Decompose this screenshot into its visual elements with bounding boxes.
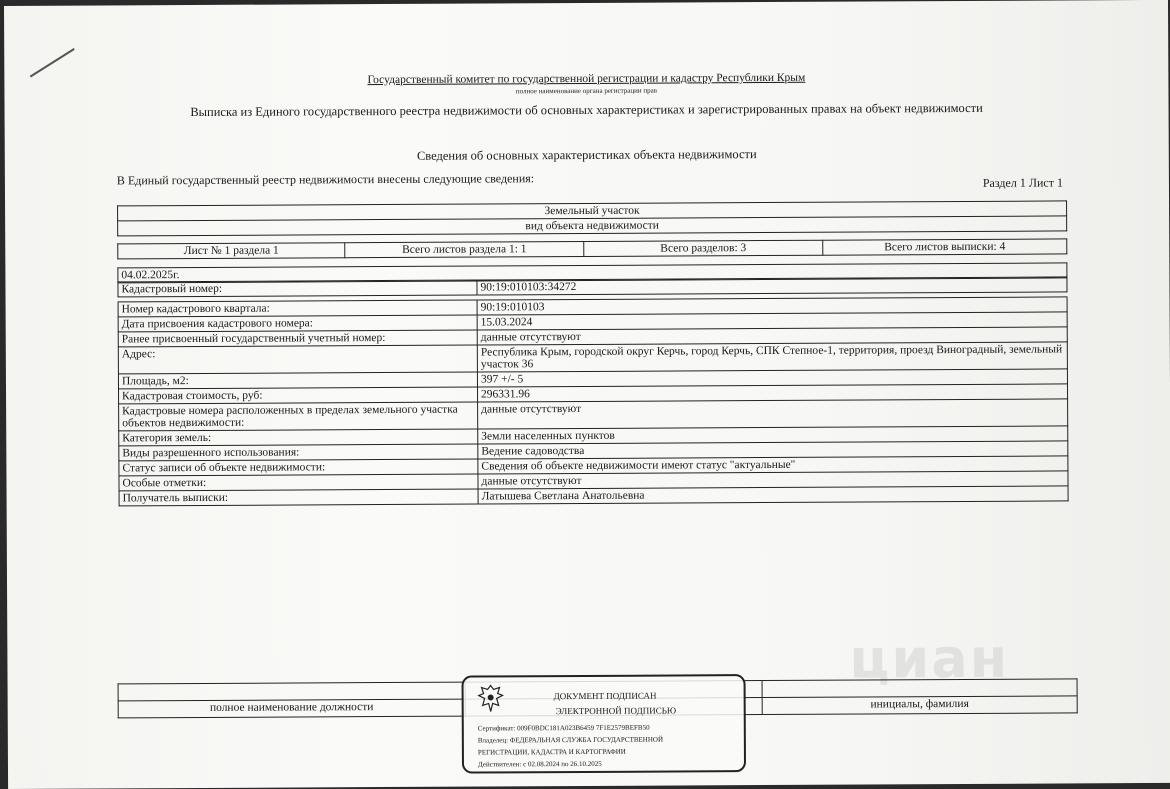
row-value: 15.03.2024: [477, 312, 1067, 330]
row-label: Ранее присвоенный государственный учетный номер:: [118, 330, 477, 347]
row-label: Категория земель:: [119, 429, 478, 446]
registration-organ: Государственный комитет по государственной регистрации и кадастру Республики Крым: [367, 71, 806, 87]
characteristics-table: [117, 276, 1068, 506]
object-type-table: [117, 200, 1067, 236]
row-value: 90:19:010103:34272: [477, 277, 1067, 295]
certificate-owner-cont: РЕГИСТРАЦИИ, КАДАСТРА И КАРТОГРАФИИ: [477, 747, 626, 757]
row-value: Земли населенных пунктов: [478, 426, 1068, 444]
total-sheets: Всего листов выписки: 4: [823, 239, 1067, 255]
row-value: 296331.96: [478, 384, 1068, 402]
object-type-caption: вид объекта недвижимости: [118, 216, 1067, 236]
section-title: Сведения об основных характеристиках объекта недвижимости: [416, 147, 757, 163]
position-caption: полное наименование должности: [118, 699, 465, 718]
initials-caption: инициалы, фамилия: [762, 696, 1077, 715]
row-value: Ведение садоводства: [478, 441, 1068, 459]
sheet-meta-table: [117, 238, 1067, 259]
object-type: Земельный участок: [118, 201, 1067, 221]
eagle-emblem-icon: [478, 683, 504, 713]
pen-mark: [30, 48, 75, 77]
stamp-line2: ЭЛЕКТРОННОЙ ПОДПИСЬЮ: [555, 705, 677, 717]
row-label: Виды разрешенного использования:: [119, 444, 478, 461]
row-value: Республика Крым, городской округ Керчь, город Керчь, СПК Степное-1, территория, проезд Виноградный, земельный участок 36: [477, 342, 1067, 372]
certificate-validity: Действителен: с 02.08.2024 по 26.10.2025: [477, 759, 602, 769]
total-sheets-section: Всего листов раздела 1: 1: [345, 241, 584, 257]
extract-date: 04.02.2025г.: [118, 263, 1067, 283]
certificate-number: Сертификат: 009F0BDC181A023B6459 7F1E2579BEFB50: [477, 723, 650, 733]
electronic-signature-stamp: [462, 674, 747, 773]
row-label: Кадастровые номера расположенных в пределах земельного участка объектов недвижимости:: [119, 402, 478, 431]
row-label: Статус записи об объекте недвижимости:: [119, 459, 478, 476]
watermark: циан: [849, 626, 1010, 691]
row-label: Получатель выписки:: [119, 489, 478, 506]
row-label: Кадастровый номер:: [118, 280, 477, 297]
row-value: данные отсутствуют: [477, 327, 1067, 345]
row-label: Особые отметки:: [119, 474, 478, 491]
certificate-owner: Владелец: ФЕДЕРАЛЬНАЯ СЛУЖБА ГОСУДАРСТВЕННОЙ: [477, 735, 664, 745]
row-value: 397 +/- 5: [477, 369, 1067, 387]
row-value: 90:19:010103: [477, 297, 1067, 315]
row-value: Сведения об объекте недвижимости имеют статус "актуальные": [478, 456, 1068, 474]
row-label: Дата присвоения кадастрового номера:: [118, 315, 477, 332]
row-label: Адрес:: [118, 345, 477, 374]
section-sheet-label: Раздел 1 Лист 1: [982, 175, 1063, 190]
row-value: Латышева Светлана Анатольевна: [478, 486, 1068, 504]
intro-text: В Единый государственный реестр недвижимости внесены следующие сведения:: [116, 171, 535, 188]
row-value: данные отсутствуют: [478, 399, 1068, 429]
stamp-line1: ДОКУМЕНТ ПОДПИСАН: [553, 690, 657, 702]
registration-organ-caption: полное наименование органа регистрации прав: [515, 86, 658, 96]
document-page: [4, 0, 1170, 789]
sheet-number: Лист № 1 раздела 1: [118, 243, 345, 259]
document-title: Выписка из Единого государственного реестра недвижимости об основных характеристиках и зарегистрированных правах на объект недвижимости: [190, 100, 983, 120]
row-label: Кадастровая стоимость, руб:: [119, 387, 478, 404]
row-value: данные отсутствуют: [478, 471, 1068, 489]
total-sections: Всего разделов: 3: [584, 240, 823, 256]
row-label: Номер кадастрового квартала:: [118, 300, 477, 317]
row-label: Площадь, м2:: [118, 372, 477, 389]
